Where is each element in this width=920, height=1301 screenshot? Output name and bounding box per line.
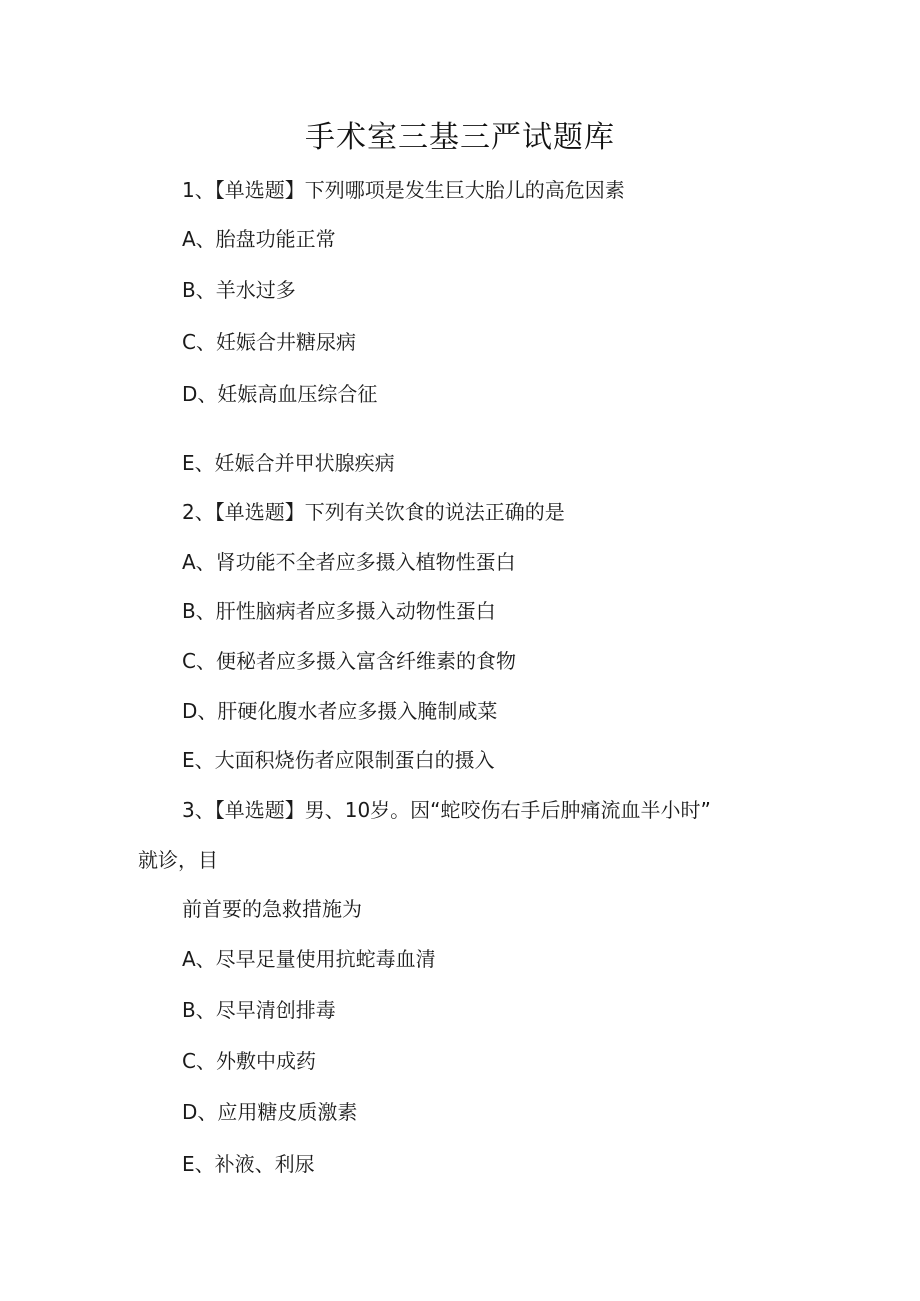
- question-3-option-e: E、补液、利尿: [182, 1152, 315, 1176]
- question-2-option-c: C、便秘者应多摄入富含纤维素的食物: [182, 649, 516, 673]
- question-3-stem-continued: 就诊，目: [138, 848, 218, 872]
- question-3-option-b: B、尽早清创排毒: [182, 998, 336, 1022]
- question-3-stem-continued-2: 前首要的急救措施为: [182, 897, 362, 921]
- question-1-option-a: A、胎盘功能正常: [182, 227, 336, 251]
- question-1-stem: 1、【单选题】下列哪项是发生巨大胎儿的高危因素: [182, 178, 625, 202]
- question-2-option-b: B、肝性脑病者应多摄入动物性蛋白: [182, 599, 496, 623]
- question-2-option-a: A、肾功能不全者应多摄入植物性蛋白: [182, 550, 516, 574]
- question-3-option-c: C、外敷中成药: [182, 1049, 316, 1073]
- question-3-option-d: D、应用糖皮质激素: [182, 1100, 358, 1124]
- question-3-option-a: A、尽早足量使用抗蛇毒血清: [182, 947, 436, 971]
- question-1-option-c: C、妊娠合井糖尿病: [182, 330, 356, 354]
- question-2-stem: 2、【单选题】下列有关饮食的说法正确的是: [182, 500, 565, 524]
- question-1-option-d: D、妊娠高血压综合征: [182, 382, 378, 406]
- question-2-option-d: D、肝硬化腹水者应多摄入腌制咸菜: [182, 699, 498, 723]
- question-3-stem: 3、【单选题】男、10岁。因“蛇咬伤右手后肿痛流血半小时”: [182, 798, 711, 822]
- question-1-option-b: B、羊水过多: [182, 278, 296, 302]
- document-title: 手术室三基三严试题库: [305, 120, 615, 155]
- question-2-option-e: E、大面积烧伤者应限制蛋白的摄入: [182, 748, 495, 772]
- question-1-option-e: E、妊娠合并甲状腺疾病: [182, 451, 395, 475]
